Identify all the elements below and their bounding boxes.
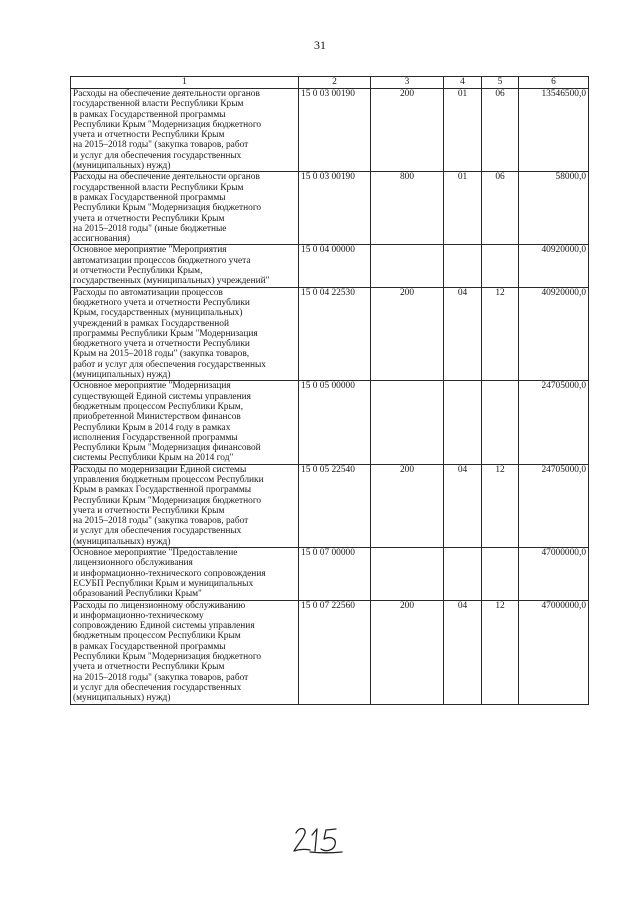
header-col-5: 5 — [482, 77, 519, 89]
row-name: Расходы по модернизации Единой системы управления бюджетным процессом Республики Крым в рамках Государственной программы Республики Крым "Модернизация бюджетного учета и отчетности Республики Крым на 2015–2018 годы" (закупка товаров, работ и услуг для обеспечения государственных (муниципальных) нужд) — [71, 464, 299, 547]
table-row — [71, 464, 589, 547]
row-target-code: 15 0 03 00190 — [299, 172, 371, 245]
row-subsection: 12 — [482, 600, 519, 704]
row-subsection — [482, 245, 519, 287]
row-amount: 24705000,0 — [519, 464, 589, 547]
row-name: Основное мероприятие "Мероприятия автоматизации процессов бюджетного учета и отчетности Республики Крым, государственных (муниципальных) учреждений" — [71, 245, 299, 287]
table-row — [71, 245, 589, 287]
row-subsection — [482, 381, 519, 464]
row-amount: 58000,0 — [519, 172, 589, 245]
row-subsection: 12 — [482, 287, 519, 381]
row-target-code: 15 0 07 00000 — [299, 548, 371, 600]
row-target-code: 15 0 04 22530 — [299, 287, 371, 381]
budget-table — [70, 76, 589, 705]
header-col-3: 3 — [371, 77, 444, 89]
row-section — [444, 381, 482, 464]
row-section: 04 — [444, 600, 482, 704]
row-amount: 47000000,0 — [519, 548, 589, 600]
header-col-1: 1 — [71, 77, 299, 89]
row-section: 01 — [444, 89, 482, 172]
row-expense-type: 200 — [371, 287, 444, 381]
row-section: 01 — [444, 172, 482, 245]
handwritten-page-mark — [290, 822, 350, 858]
row-subsection: 12 — [482, 464, 519, 547]
row-expense-type: 200 — [371, 464, 444, 547]
header-col-2: 2 — [299, 77, 371, 89]
row-expense-type — [371, 548, 444, 600]
row-expense-type: 800 — [371, 172, 444, 245]
header-col-6: 6 — [519, 77, 589, 89]
row-target-code: 15 0 04 00000 — [299, 245, 371, 287]
row-expense-type — [371, 245, 444, 287]
row-subsection — [482, 548, 519, 600]
row-amount: 40920000,0 — [519, 245, 589, 287]
row-expense-type — [371, 381, 444, 464]
row-subsection: 06 — [482, 172, 519, 245]
row-target-code: 15 0 05 22540 — [299, 464, 371, 547]
row-expense-type: 200 — [371, 600, 444, 704]
row-name: Расходы на обеспечение деятельности органов государственной власти Республики Крым в рамках Государственной программы Республики Крым "Модернизация бюджетного учета и отчетности Республики Крым на 2015–2018 годы" (иные бюджетные ассигнования) — [71, 172, 299, 245]
row-section: 04 — [444, 464, 482, 547]
table-row — [71, 287, 589, 381]
row-section — [444, 548, 482, 600]
row-section: 04 — [444, 287, 482, 381]
row-name: Расходы по лицензионному обслуживанию и информационно-техническому сопровождению Единой системы управления бюджетным процессом Республики Крым в рамках Государственной программы Республики Крым "Модернизация бюджетного учета и отчетности Республики Крым на 2015–2018 годы" (закупка товаров, работ и услуг для обеспечения государственных (муниципальных) нужд) — [71, 600, 299, 704]
table-row — [71, 381, 589, 464]
row-name: Основное мероприятие "Предоставление лицензионного обслуживания и информационно-технического сопровождения ЕСУБП Республики Крым и муниципальных образований Республики Крым" — [71, 548, 299, 600]
row-amount: 13546500,0 — [519, 89, 589, 172]
row-amount: 47000000,0 — [519, 600, 589, 704]
row-target-code: 15 0 03 00190 — [299, 89, 371, 172]
row-name: Основное мероприятие "Модернизация существующей Единой системы управления бюджетным процессом Республики Крым, приобретенной Министерством финансов Республики Крым в 2014 году в рамках исполнения Государственной программы Республики Крым "Модернизация финансовой системы Республики Крым на 2014 год" — [71, 381, 299, 464]
table-row — [71, 172, 589, 245]
row-name: Расходы на обеспечение деятельности органов государственной власти Республики Крым в рамках Государственной программы Республики Крым "Модернизация бюджетного учета и отчетности Республики Крым на 2015–2018 годы" (закупка товаров, работ и услуг для обеспечения государственных (муниципальных) нужд) — [71, 89, 299, 172]
table-row — [71, 89, 589, 172]
page-number: 31 — [314, 38, 326, 52]
row-expense-type: 200 — [371, 89, 444, 172]
row-section — [444, 245, 482, 287]
row-target-code: 15 0 05 00000 — [299, 381, 371, 464]
row-name: Расходы по автоматизации процессов бюджетного учета и отчетности Республики Крым, государственных (муниципальных) учреждений в рамках Государственной программы Республики Крым "Модернизация бюджетного учета и отчетности Республики Крым на 2015–2018 годы" (закупка товаров, работ и услуг для обеспечения государственных (муниципальных) нужд) — [71, 287, 299, 381]
header-row — [71, 77, 589, 89]
row-target-code: 15 0 07 22560 — [299, 600, 371, 704]
header-col-4: 4 — [444, 77, 482, 89]
row-amount: 24705000,0 — [519, 381, 589, 464]
row-subsection: 06 — [482, 89, 519, 172]
table-row — [71, 548, 589, 600]
table-row — [71, 600, 589, 704]
row-amount: 40920000,0 — [519, 287, 589, 381]
